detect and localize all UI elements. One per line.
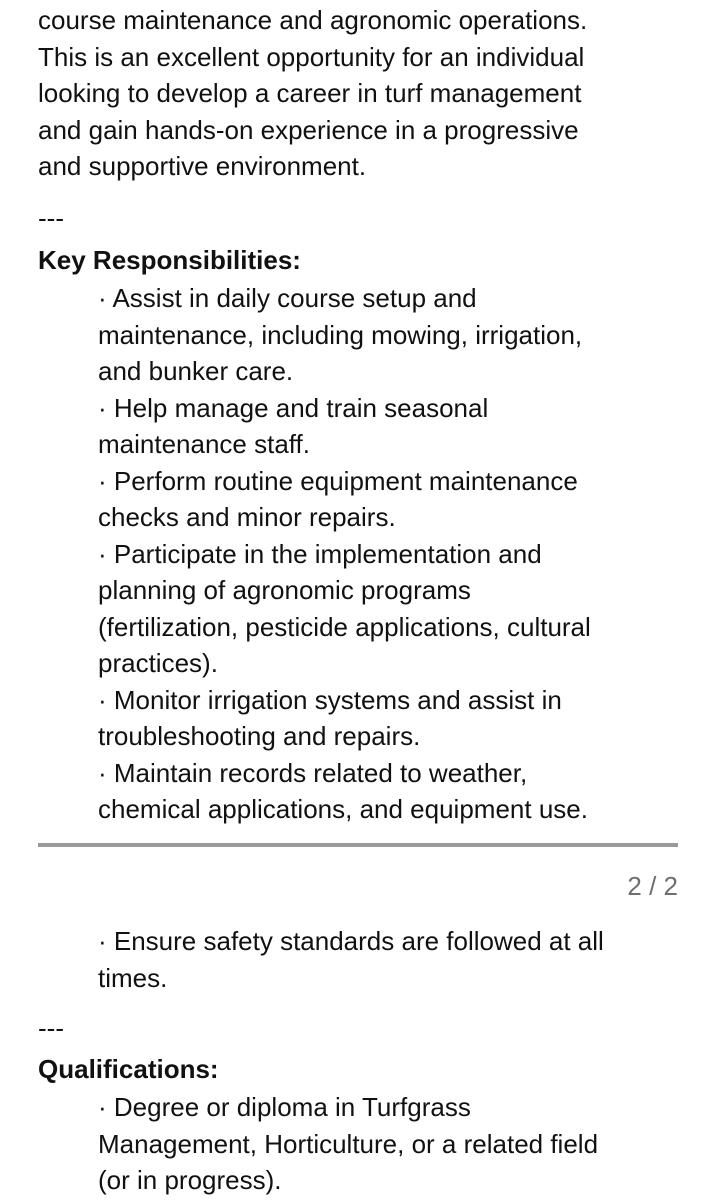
intro-line: and gain hands-on experience in a progressive	[38, 114, 579, 145]
list-item: maintenance, including mowing, irrigation,	[98, 319, 583, 350]
qualifications-list	[98, 1089, 698, 1199]
list-item: troubleshooting and repairs.	[98, 721, 421, 751]
section-separator: ---	[38, 1013, 64, 1043]
list-item: · Ensure safety standards are followed at all	[98, 926, 604, 956]
list-item: · Monitor irrigation systems and assist in	[98, 684, 562, 715]
responsibilities-heading: Key Responsibilities:	[38, 245, 301, 275]
responsibilities-list	[98, 280, 698, 828]
intro-line: This is an excellent opportunity for an individual	[38, 41, 585, 72]
list-item: maintenance staff.	[98, 429, 310, 459]
intro-line: looking to develop a career in turf management	[38, 78, 582, 108]
section-separator: ---	[38, 203, 64, 233]
page-divider	[38, 843, 678, 847]
responsibilities-list-continued	[98, 923, 698, 996]
list-item: · Perform routine equipment maintenance	[98, 465, 578, 496]
page-indicator: 2 / 2	[627, 871, 678, 901]
list-item: checks and minor repairs.	[98, 502, 396, 532]
list-item: · Help manage and train seasonal	[98, 392, 489, 423]
list-item: practices).	[98, 648, 218, 678]
list-item: times.	[98, 962, 168, 993]
intro-line: and supportive environment.	[38, 151, 367, 181]
list-item: planning of agronomic programs	[98, 575, 471, 605]
list-item: · Assist in daily course setup and	[98, 283, 477, 313]
qualifications-heading: Qualifications:	[38, 1054, 219, 1084]
list-item: Management, Horticulture, or a related field	[98, 1128, 599, 1159]
intro-paragraph	[38, 2, 698, 185]
list-item: · Degree or diploma in Turfgrass	[98, 1092, 471, 1122]
list-item: (fertilization, pesticide applications, cultural	[98, 611, 591, 642]
intro-line: course maintenance and agronomic operations.	[38, 5, 588, 35]
list-item: · Participate in the implementation and	[98, 538, 542, 569]
list-item: chemical applications, and equipment use.	[98, 794, 588, 824]
list-item: · Maintain records related to weather,	[98, 757, 528, 788]
list-item: and bunker care.	[98, 356, 294, 386]
list-item: (or in progress).	[98, 1165, 282, 1195]
